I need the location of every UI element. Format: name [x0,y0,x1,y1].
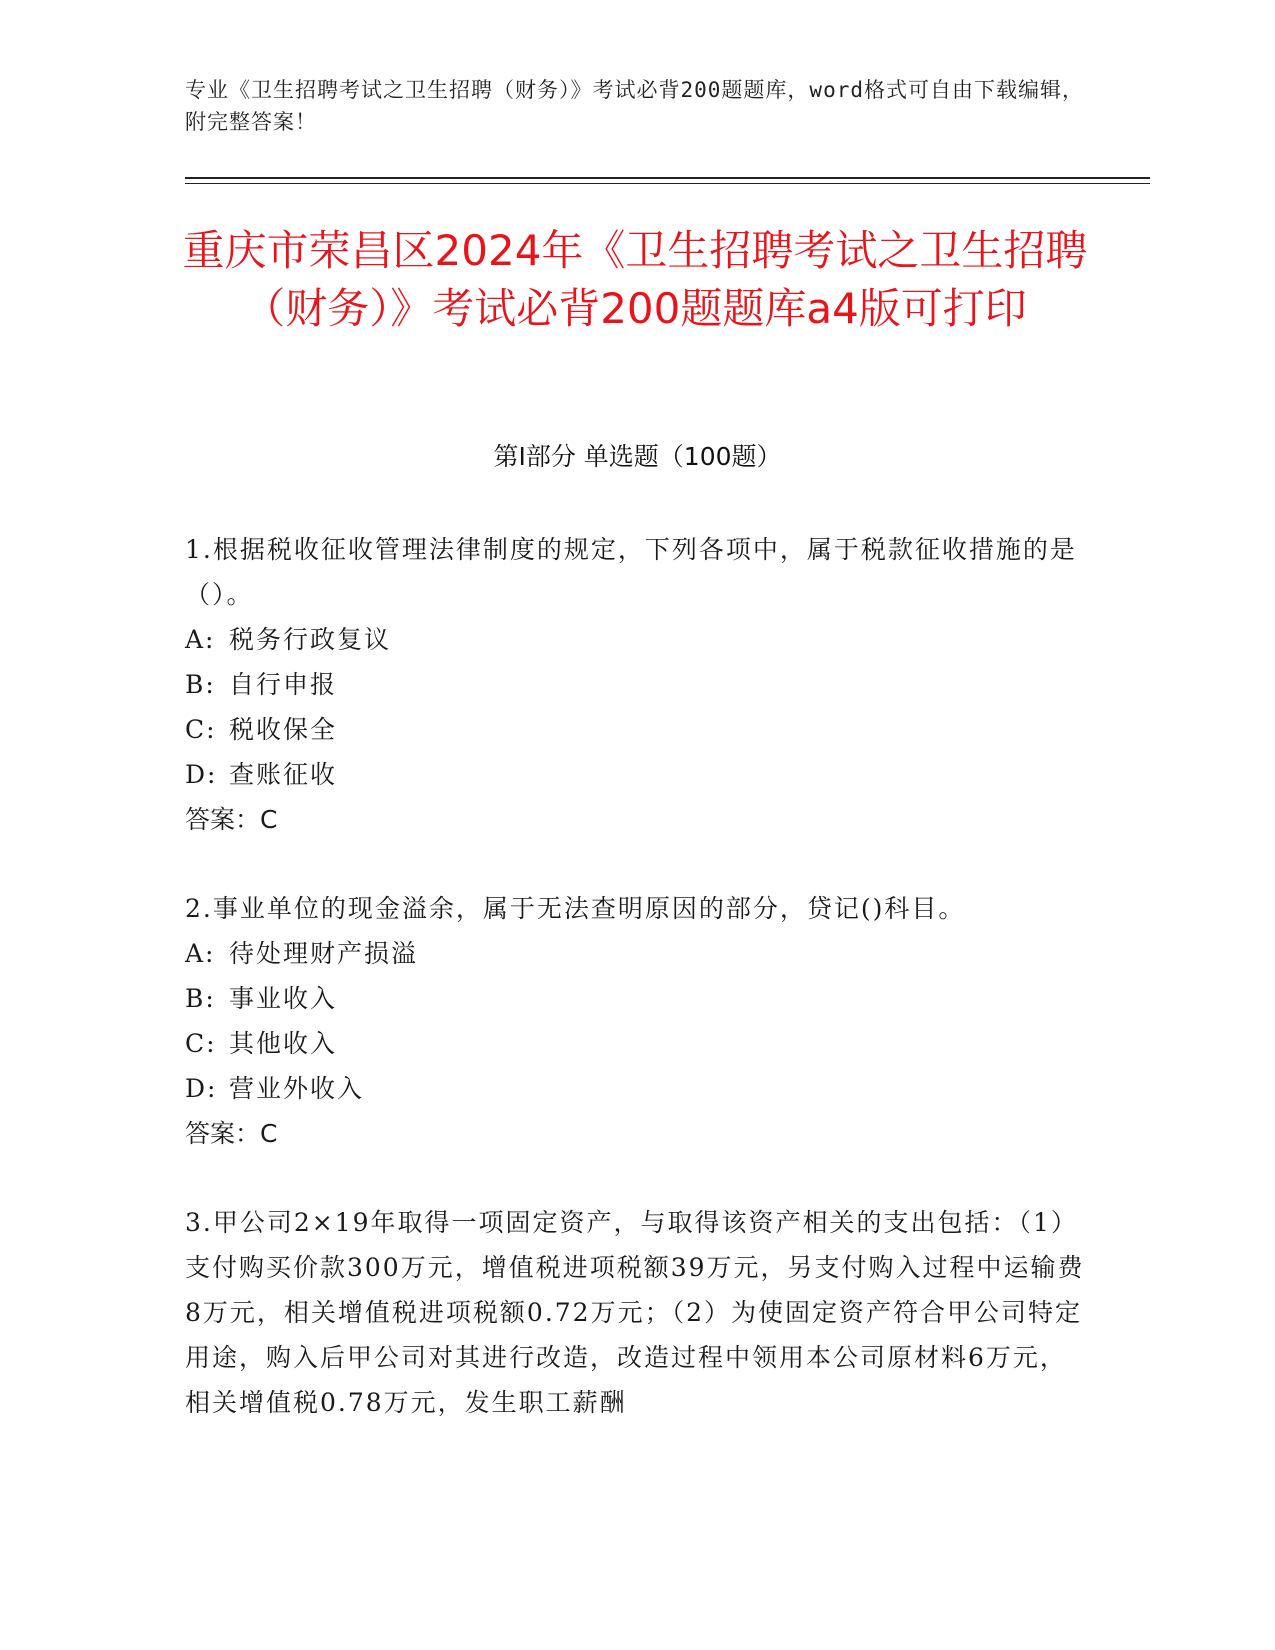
answer-text: 答案：C [185,1119,278,1148]
question-1 [185,527,1090,842]
header-divider-thick [185,177,1150,179]
option-text: 其他收入 [229,1029,338,1058]
option-text: 税收保全 [229,715,338,744]
option-key: C: [185,715,217,744]
option-text: 自行申报 [229,670,338,699]
option-text: 待处理财产损溢 [229,939,419,968]
question-2 [185,886,1090,1156]
option-key: D: [185,760,218,789]
question-3 [185,1200,1090,1425]
option-c [185,707,1090,752]
option-text: 事业收入 [229,984,338,1013]
option-key: B: [185,670,216,699]
option-key: D: [185,1074,218,1103]
option-text: 查账征收 [229,760,338,789]
question-text: 3.甲公司2×19年取得一项固定资产，与取得该资产相关的支出包括：（1）支付购买价款300万元，增值税进项税额39万元，另支付购入过程中运输费8万元，相关增值税进项税额0.72万元；（2）为使固定资产符合甲公司特定用途，购入后甲公司对其进行改造，改造过程中领用本公司原材料6万元，相关增值税0.78万元，发生职工薪酬 [185,1208,1085,1417]
question-list [185,527,1090,1469]
intro-text: 专业《卫生招聘考试之卫生招聘（财务）》考试必背200题题库，word格式可自由下载编辑，附完整答案！ [185,78,1084,134]
option-d [185,752,1090,797]
question-text: 1.根据税收征收管理法律制度的规定，下列各项中，属于税款征收措施的是（）。 [185,535,1077,609]
option-b [185,662,1090,707]
header-divider-thin [185,183,1150,184]
option-a [185,931,1090,976]
question-text: 2.事业单位的现金溢余，属于无法查明原因的部分，贷记()科目。 [185,894,966,923]
option-b [185,976,1090,1021]
option-key: A: [185,625,216,654]
option-d [185,1066,1090,1111]
option-c [185,1021,1090,1066]
answer-text: 答案：C [185,805,278,834]
option-key: A: [185,939,216,968]
option-a [185,617,1090,662]
option-key: B: [185,984,216,1013]
option-key: C: [185,1029,217,1058]
section-heading: 第Ⅰ部分 单选题（100题） [493,442,782,471]
option-text: 税务行政复议 [229,625,392,654]
document-title: 重庆市荣昌区2024年《卫生招聘考试之卫生招聘（财务）》考试必背200题题库a4版可打印 [182,226,1088,333]
option-text: 营业外收入 [229,1074,365,1103]
